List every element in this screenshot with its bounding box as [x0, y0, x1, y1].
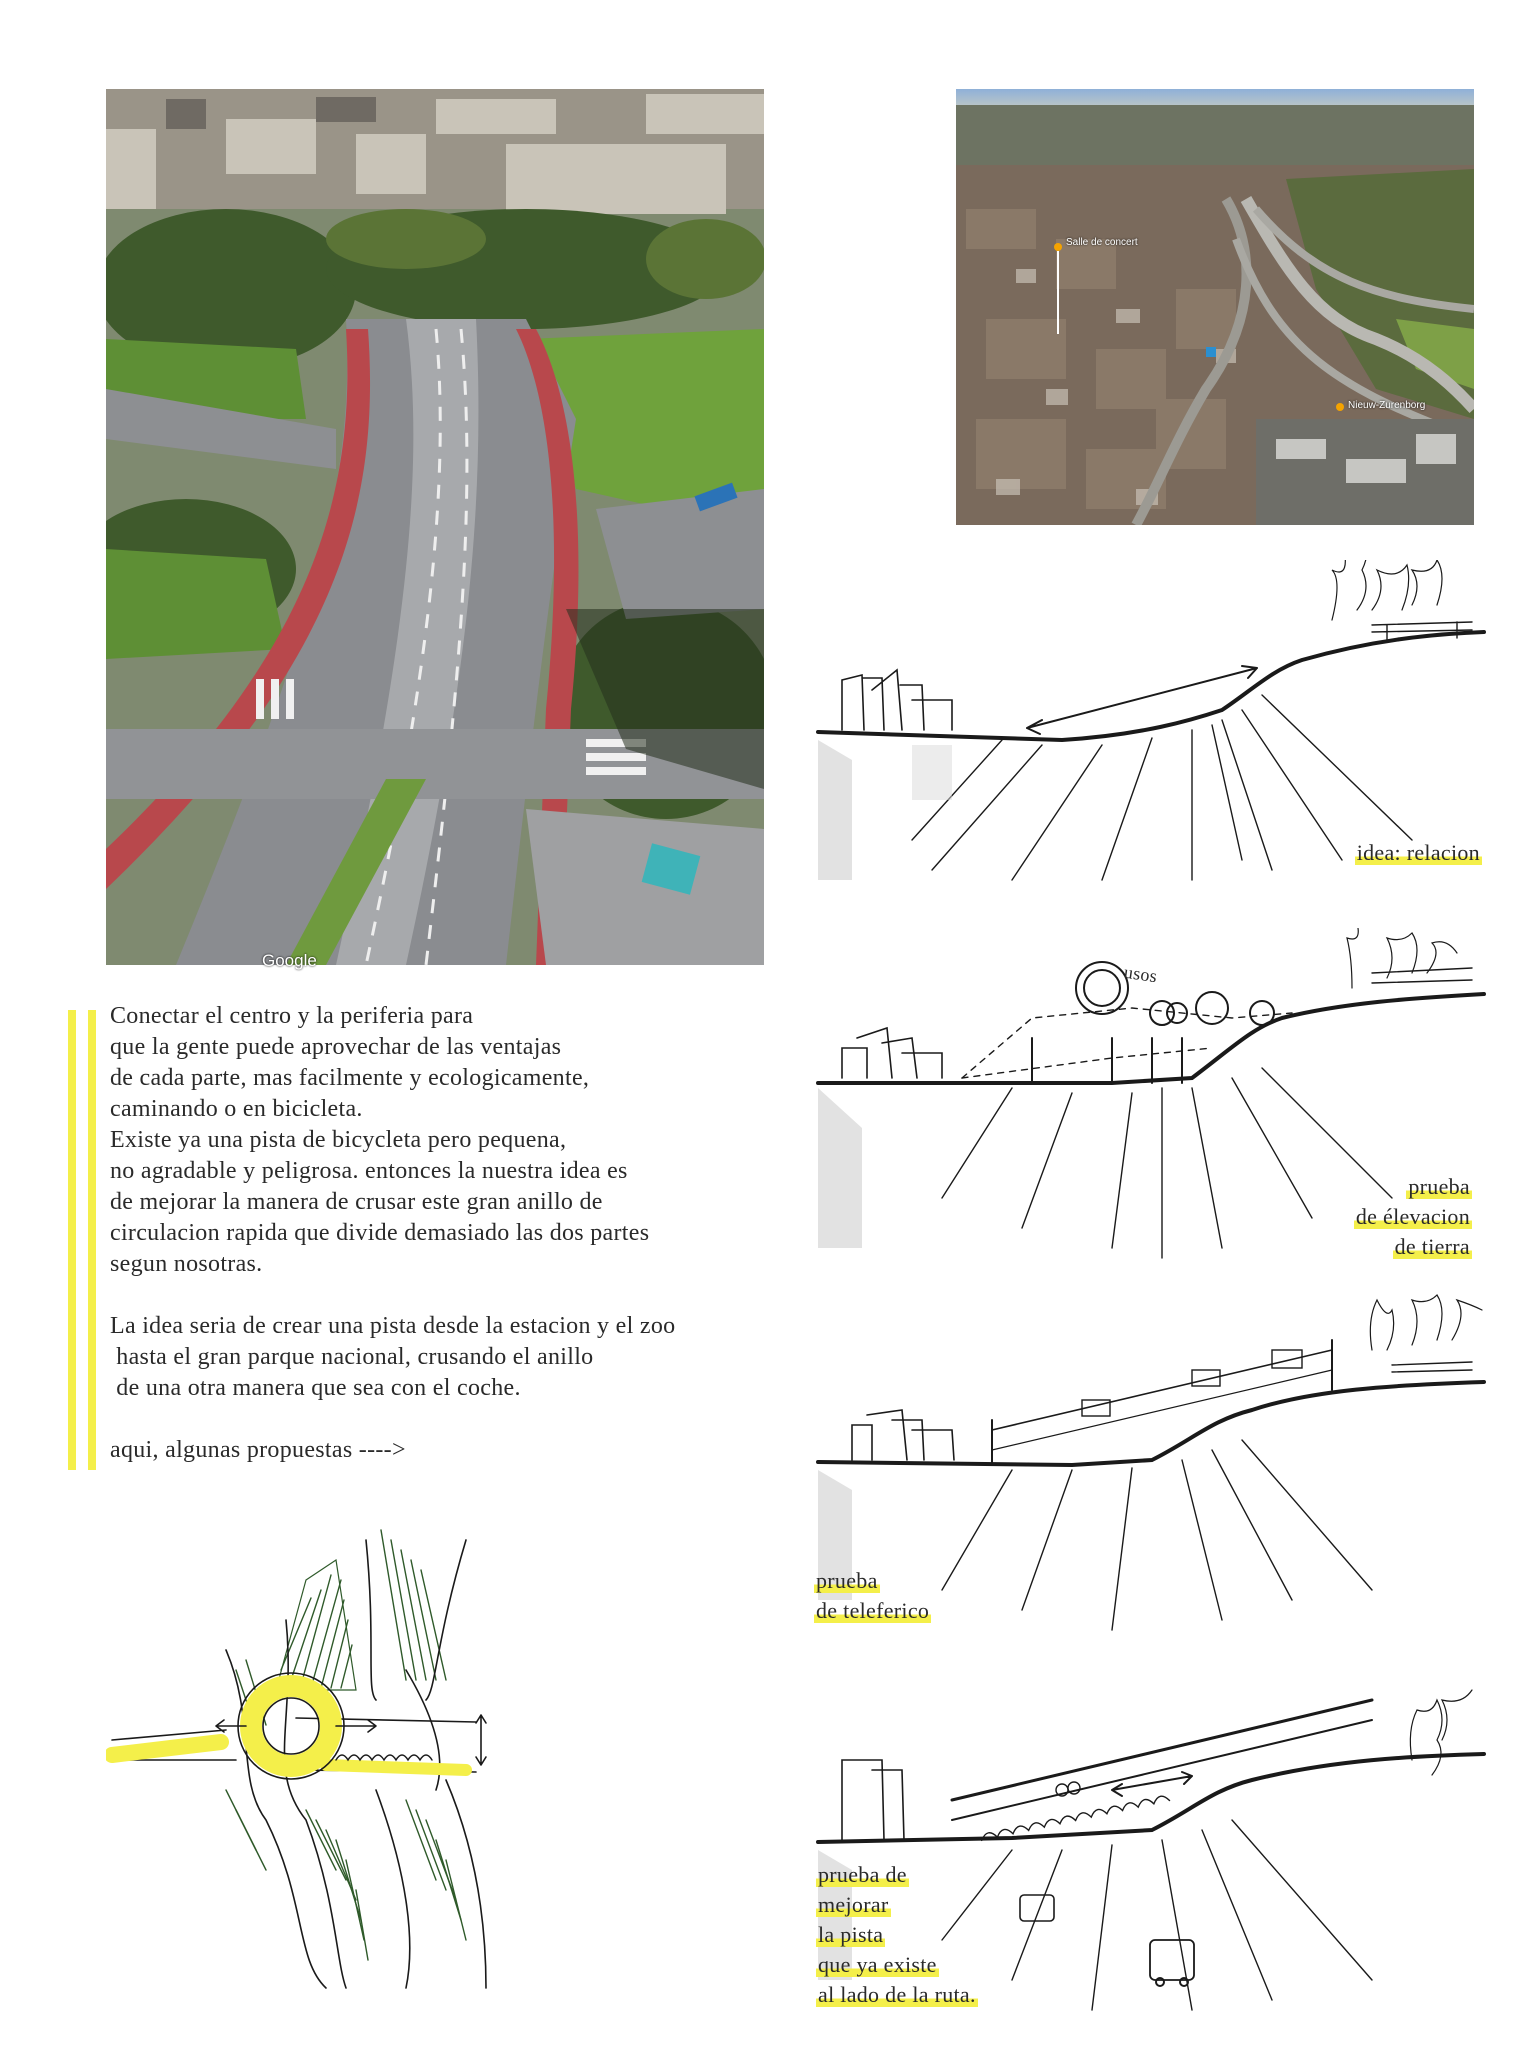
paragraph-1-line: segun nosotras.: [110, 1251, 263, 1277]
caption-line: de tierra: [1394, 1234, 1470, 1259]
google-watermark: Google: [262, 951, 317, 970]
paragraph-1-line: de cada parte, mas facilmente y ecologicamente,: [110, 1065, 590, 1091]
section-sketch-relation: [812, 560, 1492, 890]
caption-sketch-4: [816, 1860, 978, 2010]
closing-line: aqui, algunas propuestas ---->: [110, 1437, 406, 1463]
caption-sketch-3: [814, 1566, 931, 1626]
caption-line: de teleferico: [816, 1598, 930, 1623]
caption-line: al lado de la ruta.: [818, 1982, 976, 2007]
section-sketch-earth-elevation: [812, 928, 1492, 1278]
caption-line: idea: relacion: [1356, 840, 1480, 865]
street-aerial-photo: [106, 89, 764, 970]
caption-line: que ya existe: [818, 1952, 937, 1977]
paragraph-1-line: no agradable y peligrosa. entonces la nuestra idea es: [110, 1158, 628, 1184]
caption-line: de élevacion: [1355, 1204, 1470, 1229]
usos-annotation: usos: [1122, 961, 1159, 987]
caption-line: la pista: [818, 1922, 884, 1947]
caption-line: mejorar: [818, 1892, 889, 1917]
paragraph-1-line: que la gente puede aprovechar de las ventajas: [110, 1034, 562, 1060]
paragraph-1-line: Conectar el centro y la periferia para: [110, 1003, 474, 1029]
paragraph-1-line: Existe ya una pista de bicycleta pero pequena,: [110, 1127, 567, 1153]
description-text: [110, 1001, 810, 1466]
place-label-nieuw-zurenborg: Nieuw-Zurenborg: [1348, 400, 1426, 411]
paragraph-2-line: La idea seria de crear una pista desde la estacion y el zoo: [110, 1313, 676, 1339]
yellow-margin-bar-inner: [88, 1010, 96, 1470]
section-sketch-improve-path: [812, 1680, 1492, 2025]
caption-line: prueba: [816, 1568, 878, 1593]
paragraph-1-line: circulacion rapida que divide demasiado las dos partes: [110, 1220, 650, 1246]
section-sketch-cable-car: [812, 1290, 1492, 1650]
caption-line: prueba de: [818, 1862, 907, 1887]
paragraph-1-line: caminando o en bicicleta.: [110, 1096, 363, 1122]
caption-line: prueba: [1408, 1174, 1470, 1199]
place-label-concert-hall: Salle de concert: [1066, 237, 1138, 248]
paragraph-2-line: de una otra manera que sea con el coche.: [110, 1375, 521, 1401]
paragraph-2-line: hasta el gran parque nacional, crusando el anillo: [110, 1344, 594, 1370]
paragraph-1-line: de mejorar la manera de crusar este gran anillo de: [110, 1189, 603, 1215]
yellow-margin-bar-outer: [68, 1010, 76, 1470]
caption-sketch-2: [1354, 1172, 1472, 1262]
caption-sketch-1: [1355, 838, 1482, 868]
city-aerial-photo: [956, 89, 1474, 525]
roundabout-plan-sketch: [106, 1520, 536, 1990]
